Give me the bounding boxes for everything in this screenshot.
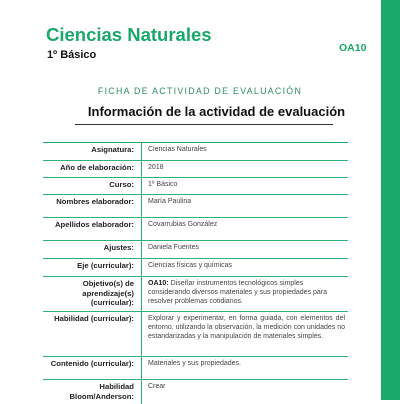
row-value: 2018 — [142, 161, 349, 178]
row-habilidad-curricular — [43, 311, 348, 356]
row-anio-elaboracion — [43, 161, 348, 178]
sheet-type-label: FICHA DE ACTIVIDAD DE EVALUACIÓN — [97, 86, 303, 96]
row-label: Nombres elaborador: — [43, 195, 142, 218]
row-value: Daniela Fuentes — [142, 241, 349, 259]
row-value — [142, 277, 349, 312]
activity-info-table — [43, 142, 348, 404]
row-value: Ciencias Naturales — [142, 143, 349, 161]
row-value: Covarrubias González — [142, 218, 349, 241]
row-habilidad-bloom — [43, 379, 348, 404]
row-nombres-elaborador — [43, 195, 348, 218]
section-heading: Información de la actividad de evaluación — [87, 104, 346, 119]
row-label: Curso: — [43, 178, 142, 195]
row-objetivos-aprendizaje — [43, 277, 348, 312]
row-ajustes — [43, 241, 348, 259]
row-asignatura — [43, 143, 348, 161]
heading-underline — [75, 124, 333, 125]
row-value: Ciencias físicas y químicas — [142, 259, 349, 277]
row-label: Ajustes: — [43, 241, 142, 259]
row-value: Crear — [142, 379, 349, 404]
row-contenido-curricular — [43, 356, 348, 379]
row-eje-curricular — [43, 259, 348, 277]
objective-tag: OA10: — [148, 280, 169, 287]
grade-label: 1º Básico — [47, 49, 97, 61]
row-value: Explorar y experimentar, en forma guiada, con elementos del entorno, utilizando la observación, la medición con unidades no estandarizadas y la manipulación de materiales simples. — [142, 311, 349, 356]
row-label: Habilidad Bloom/Anderson: — [43, 379, 142, 404]
objective-code: OA10 — [339, 42, 367, 54]
row-label: Habilidad (curricular): — [43, 311, 142, 356]
row-label: Contenido (curricular): — [43, 356, 142, 379]
row-apellidos-elaborador — [43, 218, 348, 241]
row-label: Año de elaboración: — [43, 161, 142, 178]
row-label: Apellidos elaborador: — [43, 218, 142, 241]
row-value: 1º Básico — [142, 178, 349, 195]
row-label: Asignatura: — [43, 143, 142, 161]
row-label: Objetivo(s) de aprendizaje(s) (curricular): — [43, 277, 142, 312]
row-curso — [43, 178, 348, 195]
row-value: María Paulina — [142, 195, 349, 218]
row-value: Materiales y sus propiedades. — [142, 356, 349, 379]
row-label: Eje (curricular): — [43, 259, 142, 277]
subject-title: Ciencias Naturales — [46, 24, 212, 45]
side-accent-bar — [381, 0, 400, 400]
objective-text: Diseñar instrumentos tecnológicos simples considerando diversos materiales y sus propiedades para resolver problemas cotidianos. — [148, 280, 327, 306]
